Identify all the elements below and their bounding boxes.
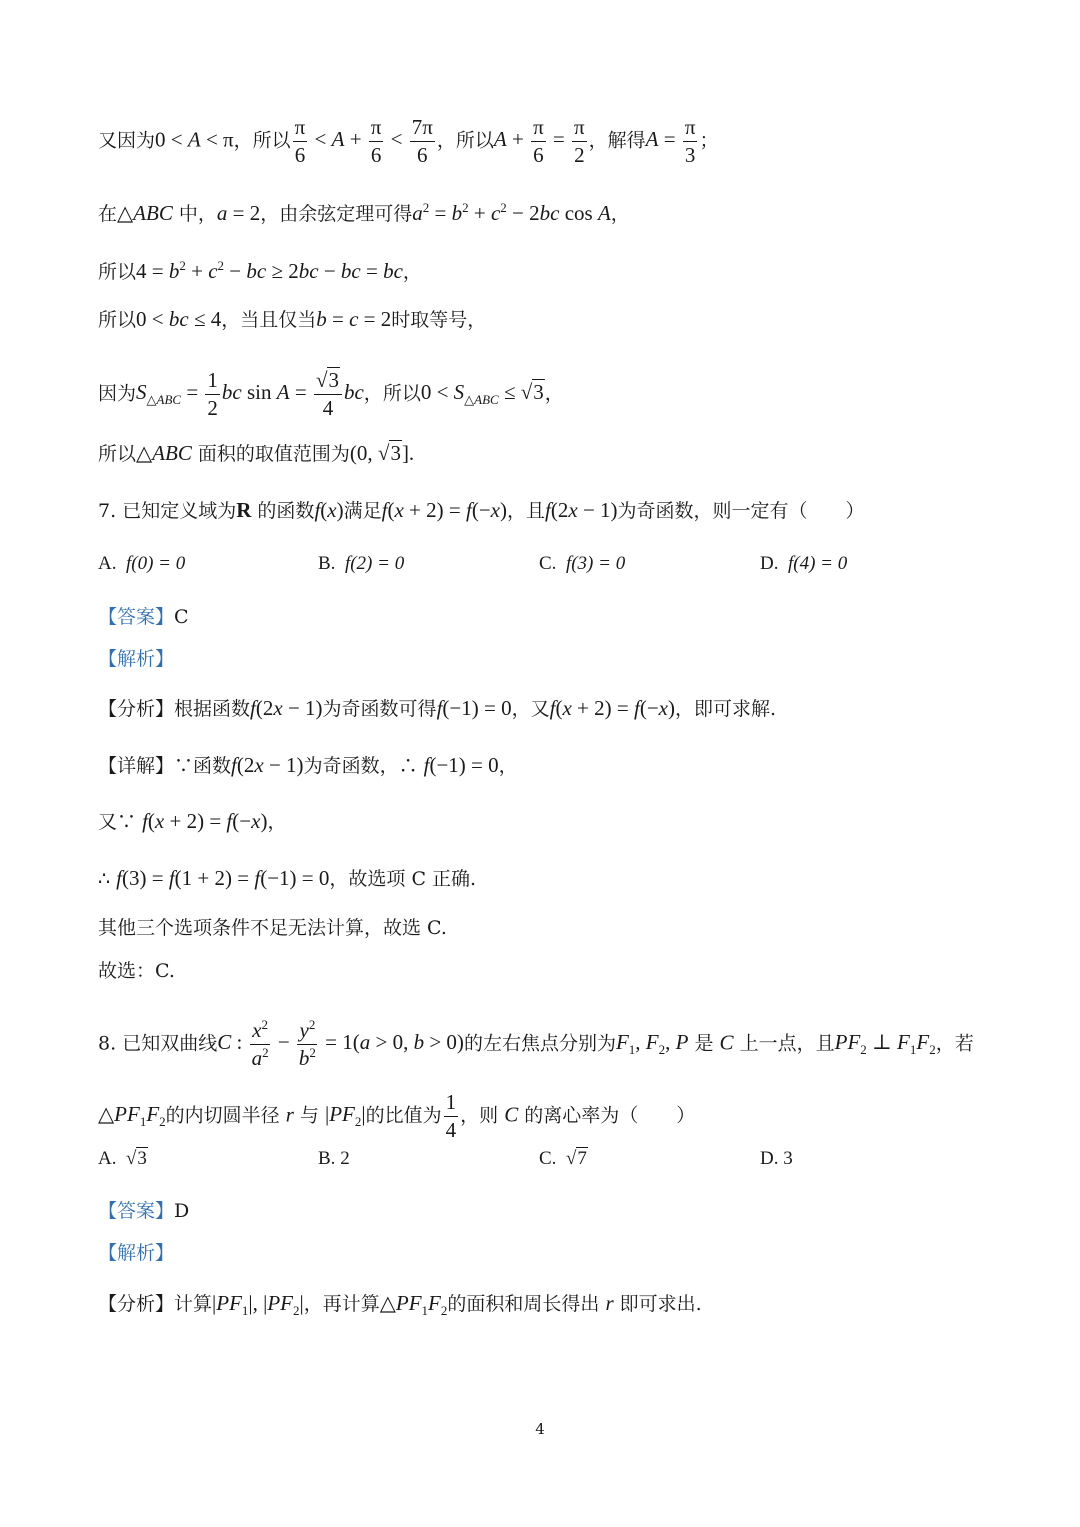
answer-line <box>98 604 1020 630</box>
explanation-heading: 【解析】 <box>98 1242 175 1264</box>
option-a: A. √3 <box>98 1148 147 1169</box>
option-d: D. 3 <box>760 1148 793 1169</box>
answer-value: D <box>174 1200 190 1222</box>
analysis-line: 【分析】计算$|PF_1|$, $|PF_2|$，再计算$\triangle PF_1F_2$的面积和周长得出 r 即可求出. <box>98 1291 702 1319</box>
answer-value: C <box>174 606 189 628</box>
option-a: A. f(0) = 0 <box>98 553 186 574</box>
answer-tag: 【答案】 <box>98 1200 175 1222</box>
solution-line-conclusion: 所以△ABC 面积的取值范围为(0, √3]. <box>98 441 415 465</box>
explanation-heading: 【解析】 <box>98 648 175 670</box>
solution-line-law-of-cosines: 在△ABC 中，a = 2，由余弦定理可得$a^2 = b^2 + c^2 - 2bc$ cos A， <box>98 200 630 225</box>
detail-line-2: 又∵ f(x + 2) = f(−x)， <box>98 809 287 833</box>
option-b: B. 2 <box>318 1148 350 1169</box>
question-8-stem-2: $\triangle PF_1F_2$的内切圆半径 r 与 $|PF_2|$的比值为 $\frac{1}{4}$ ，则 C 的离心率为（ ） <box>98 1090 696 1142</box>
detail-line-5: 故选：C. <box>98 960 175 982</box>
solution-line-angle-range: 又因为0 < A < π，所以 $\frac{\pi}{6}$ < A + $\frac{\pi}{6}$ < $\frac{7\pi}{6}$ ，所以A + $\frac{\pi}{6}$ = $\frac{\pi}{2}$ ，解得A = $\frac{\pi}{3}$ ； <box>98 115 719 167</box>
detail-line-1: 【详解】∵函数f(2x − 1)为奇函数，∴ f(−1) = 0， <box>98 753 518 777</box>
option-c: C. f(3) = 0 <box>539 553 626 574</box>
option-d: D. f(4) = 0 <box>760 553 848 574</box>
detail-line-3: ∴ f(3) = f(1 + 2) = f(−1) = 0，故选项 C 正确. <box>98 866 477 890</box>
analysis-line: 【分析】根据函数f(2x − 1)为奇函数可得f(−1) = 0，又f(x + 2) = f(−x)，即可求解. <box>98 696 777 720</box>
page-number: 4 <box>535 1420 545 1438</box>
detail-line-4: 其他三个选项条件不足无法计算，故选 C. <box>98 917 447 939</box>
solution-line-area: 因为$S_{\triangle ABC}$ = $\frac{1}{2}$ bc sin A = $\frac{√3}{4}$ bc，所以$0 < S_{\triangle ABC} \le √3$， <box>98 368 564 420</box>
question-number: 7. <box>98 500 117 522</box>
option-c: C. √7 <box>539 1148 587 1169</box>
question-number: 8. <box>98 1032 117 1055</box>
question-7-stem: 7. 已知定义域为R 的函数f(x)满足f(x + 2) = f(−x)，且f(2x − 1)为奇函数，则一定有（ ） <box>98 498 865 522</box>
answer-tag: 【答案】 <box>98 606 175 628</box>
option-b: B. f(2) = 0 <box>318 553 405 574</box>
question-8-stem-1: 8. 已知双曲线C : $\frac{x^2}{a^2}$ − $\frac{y^2}{b^2}$ = 1(a > 0, b > 0)的左右焦点分别为$F_1$, $F_2$, P 是 C 上一点，且$PF_2$ ⊥ $F_1F_2$，若 <box>98 1017 974 1070</box>
solution-line-inequality: 所以$4 = b^2 + c^2$ − bc ≥ 2bc − bc = bc， <box>98 258 422 283</box>
solution-line-bc-range: 所以0 < bc ≤ 4，当且仅当b = c = 2时取等号， <box>98 307 487 331</box>
answer-line <box>98 1198 1020 1224</box>
